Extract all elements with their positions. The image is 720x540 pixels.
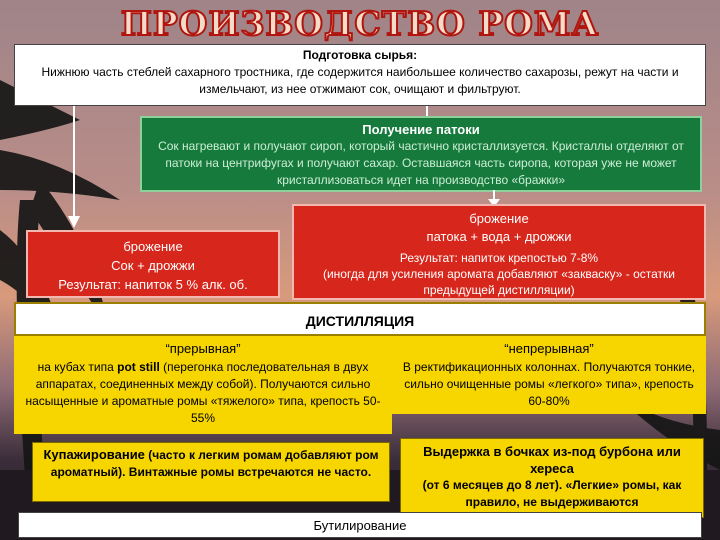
aging-text: (от 6 месяцев до 8 лет). «Легкие» ромы, как правило, не выдерживаются bbox=[422, 478, 682, 509]
raw-heading: Подготовка сырья: bbox=[302, 48, 418, 62]
distillation-continuous-box bbox=[392, 336, 706, 414]
distillation-bar bbox=[14, 302, 706, 336]
distillation-right-text: В ректификационных колоннах. Получаются тонкие, сильно очищенные ромы «легкого» типа», крепость 60-80% bbox=[402, 360, 696, 408]
arrow-down-left-icon bbox=[66, 106, 82, 230]
molasses-box bbox=[140, 116, 702, 192]
ferment-left-line1: брожение bbox=[123, 239, 183, 254]
arrow-down-molasses-icon bbox=[419, 106, 435, 118]
molasses-text: Сок нагревают и получают сироп, который частично кристаллизуется. Кристаллы отделяют от патоки на центрифугах и получают сахар. Оставшаяся часть сиропа, которая уже не может кристаллизоваться идет на производство «бражки» bbox=[158, 139, 684, 187]
blending-text: (часто к легким ромам добавляют ром ароматный). Винтажные ромы встречаются не часто. bbox=[50, 448, 379, 479]
fermentation-molasses-box bbox=[292, 204, 706, 300]
blending-title: Купажирование bbox=[43, 447, 145, 462]
ferment-right-line2: патока + вода + дрожжи bbox=[426, 229, 572, 244]
bottling-box bbox=[18, 512, 702, 538]
ferment-right-line3: Результат: напиток крепостью 7-8% bbox=[399, 251, 599, 265]
distillation-right-title: “непрерывная” bbox=[504, 341, 594, 356]
distillation-left-text bbox=[20, 359, 386, 427]
distillation-left-title: “прерывная” bbox=[165, 341, 241, 356]
ferment-left-line3: Результат: напиток 5 % алк. об. bbox=[58, 277, 248, 292]
blending-box bbox=[32, 442, 390, 502]
aging-box bbox=[400, 438, 704, 518]
distillation-left-pre: на кубах типа bbox=[37, 360, 118, 374]
raw-text: Нижнюю часть стеблей сахарного тростника, где содержится наибольшее количество сахарозы, режут на части и измельчают, из нее отжимают сок, очищают и фильтруют. bbox=[41, 65, 679, 96]
ferment-right-line1: брожение bbox=[469, 211, 529, 226]
distillation-left-bold: pot still bbox=[117, 360, 160, 374]
distillation-heading: ДИСТИЛЛЯЦИЯ bbox=[305, 313, 415, 329]
aging-title: Выдержка в бочках из-под бурбона или хереса bbox=[423, 444, 681, 476]
ferment-right-line4: (иногда для усиления аромата добавляют «закваску» - остатки предыдущей дистилляции) bbox=[322, 267, 676, 297]
slide-title: ПРОИЗВОДСТВО РОМА bbox=[120, 4, 600, 43]
distillation-left-post: (перегонка последовательная в двух аппаратах, соединенных между собой). Получаются сильно насыщенные и ароматные ромы «тяжелого» типа, крепость 50-55% bbox=[25, 360, 381, 425]
ferment-left-line2: Сок + дрожжи bbox=[111, 258, 195, 273]
molasses-heading: Получение патоки bbox=[362, 122, 480, 137]
bottling-label: Бутилирование bbox=[313, 518, 407, 533]
fermentation-juice-box bbox=[26, 230, 280, 298]
raw-preparation-box bbox=[14, 44, 706, 106]
distillation-pot-still-box bbox=[14, 336, 392, 434]
